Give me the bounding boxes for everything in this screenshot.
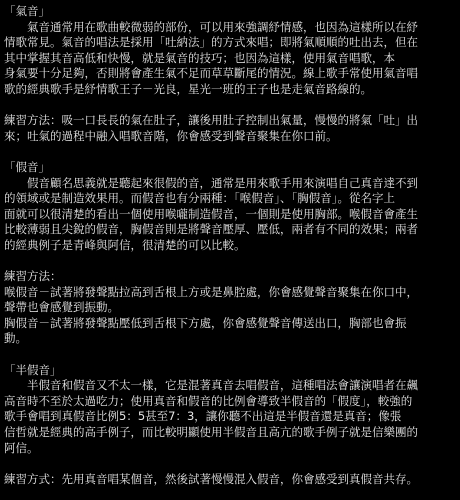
blank-line xyxy=(4,456,456,472)
paragraph-line: 高音時不至於太過吃力；使用真音和假音的比例會導致半假音的「假度」，較強的 xyxy=(4,393,413,408)
paragraph-line: 其中掌握其音高低和快慢，就是氣音的技巧；也因為這樣，使用氣音唱歌，本 xyxy=(4,50,395,65)
section-heading: 「半假音」 xyxy=(4,362,62,377)
blank-line xyxy=(4,254,456,270)
paragraph-line: 面就可以很清楚的看出一個使用喉嚨制造假音，一個則是使用胸部。喉假音會產生 xyxy=(4,206,418,221)
section-heading: 練習方法： xyxy=(4,269,62,284)
paragraph-line: 動。 xyxy=(4,331,27,346)
paragraph-line: 來；吐氣的過程中融入唱歌音階，你會感受到聲音聚集在你口前。 xyxy=(4,128,338,143)
blank-line xyxy=(4,144,456,160)
paragraph-line: 練習方法：吸一口長長的氣在肚子，讓後用肚子控制出氣量，慢慢的將氣「吐」出 xyxy=(4,113,418,128)
section-qiyin-practice xyxy=(4,113,456,144)
section-jiayin xyxy=(4,160,456,254)
section-qiyin xyxy=(4,4,456,98)
paragraph-line: 半假音和假音又不太一樣，它是混著真音去唱假音，這種唱法會讓演唱者在飆 xyxy=(4,378,418,393)
paragraph-line: 歌的經典歌手是紓情歌王子－光良，星光一班的王子也是走氣音路線的。 xyxy=(4,81,372,96)
section-banjiayin-practice xyxy=(4,472,456,488)
paragraph-line: 情歌常見。氣音的唱法是採用「吐納法」的方式來唱；即將氣順順的吐出去，但在 xyxy=(4,35,418,50)
paragraph-line: 阿信。 xyxy=(4,440,39,455)
paragraph-line: 氣音通常用在歌曲較微弱的部份，可以用來強調紓情感，也因為這樣所以在紓 xyxy=(4,19,418,34)
paragraph-line: 比較薄弱且尖銳的假音，胸假音則是將聲音壓厚、壓低，兩者有不同的效果；兩者 xyxy=(4,222,418,237)
paragraph-line: 信哲就是經典的高手例子，而比較明顯使用半假音且高亢的歌手例子就是信樂團的 xyxy=(4,425,418,440)
paragraph-line: 身氣要十分足夠，否則將會產生氣不足而草草斷尾的情況。線上歌手常使用氣音唱 xyxy=(4,66,418,81)
section-heading: 「氣音」 xyxy=(4,4,50,18)
blank-line xyxy=(4,98,456,114)
paragraph-line: 胸假音－試著將發聲點壓低到舌根下方處，你會感覺聲音傳送出口，胸部也會振 xyxy=(4,315,407,330)
paragraph-line: 聲帶也會感覺到振動。 xyxy=(4,300,119,315)
paragraph-line: 喉假音－試著將發聲點拉高到舌根上方或是鼻腔處，你會感覺聲音聚集在你口中， xyxy=(4,284,418,299)
paragraph-line: 練習方式：先用真音唱某個音，然後試著慢慢混入假音，你會感受到真假音共存。 xyxy=(4,471,418,486)
article xyxy=(4,4,456,487)
paragraph-line: 的經典例子是青峰與阿信，很清楚的可以比較。 xyxy=(4,237,246,252)
section-heading: 「假音」 xyxy=(4,159,50,174)
paragraph-line: 假音顧名思義就是聽起來很假的音，通常是用來歌手用來演唱自己真音達不到 xyxy=(4,175,418,190)
paragraph-line: 歌手會唱到真假音比例5：5甚至7：3，讓你聽不出這是半假音還是真音；像張 xyxy=(4,409,402,424)
section-banjiayin xyxy=(4,363,456,457)
section-jiayin-practice xyxy=(4,269,456,347)
paragraph-line: 的領域或是制造效果用。而假音也有分兩種：「喉假音」、「胸假音」。從名字上 xyxy=(4,191,395,206)
blank-line xyxy=(4,347,456,363)
